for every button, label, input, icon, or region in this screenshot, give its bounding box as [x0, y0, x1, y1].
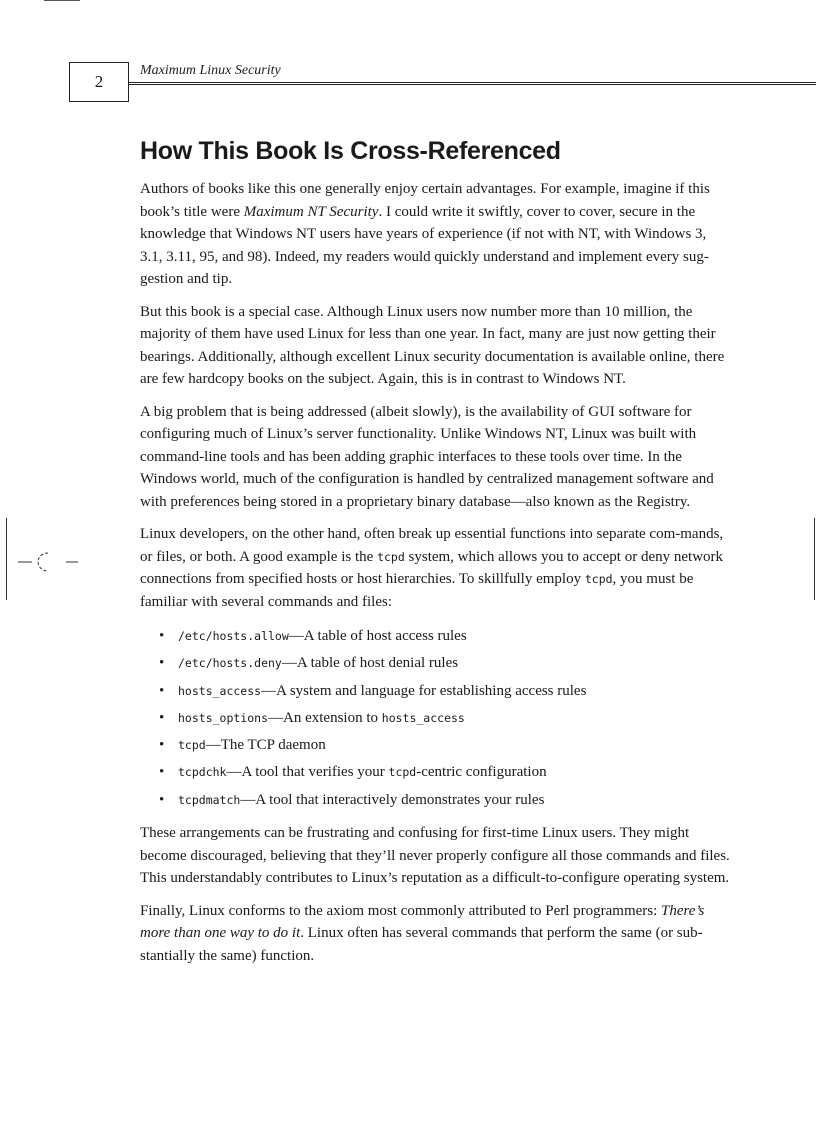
paragraph-4-text-c: , you must be familiar with several commands and files: — [140, 571, 694, 610]
axiom-emphasis: There’s more than one way to do it — [140, 902, 705, 942]
list-item — [140, 787, 732, 814]
book-title-emphasis: Maximum NT Security — [243, 203, 379, 220]
paragraph-3: A big problem that is being addressed (albeit slowly), is the availability of GUI software for configuring much of Linux’s server functionality. Unlike Windows NT, Linux was built with command-line tools and has been adding graphic interfaces to these tools over time. In the Windows world, much of the configuration is handled by centralized management software and with preferences being stored in a proprietary binary database—also known as the Registry. — [140, 403, 714, 510]
bullet-list — [140, 623, 732, 814]
inline-code-tcpd: tcpd — [377, 549, 405, 564]
list-item — [140, 759, 732, 786]
paragraph-2: But this book is a special case. Although Linux users now number more than 10 million, the majority of them have used Linux for less than one year. In fact, many are just now getting their bearings. Additionally, although excellent Linux security documentation is available online, there are few hardcopy books on the subject. Again, this is in contrast to Windows NT. — [140, 303, 725, 387]
list-item-code: tcpdchk — [178, 765, 227, 780]
list-item — [140, 650, 732, 677]
list-item-code: hosts_access — [381, 710, 465, 725]
paragraph-5: These arrangements can be frustrating and confusing for first-time Linux users. They might become discouraged, believing that they’ll never properly configure all those commands and files. This understandably contributes to Linux’s reputation as a difficult-to-configure operating system. — [140, 825, 730, 887]
margin-mark-left — [6, 518, 7, 600]
paragraph-4 — [140, 523, 732, 613]
list-item-code: tcpd — [388, 765, 417, 780]
list-item-code: tcpd — [178, 738, 206, 753]
list-item-code: /etc/hosts.allow — [178, 629, 289, 643]
list-item-text: —A tool that verifies your — [226, 764, 389, 781]
list-item-code: hosts_options — [178, 710, 269, 725]
list-item — [140, 678, 732, 705]
margin-mark-right — [814, 518, 815, 600]
crop-mark-top — [44, 0, 80, 1]
paragraph-1 — [140, 178, 732, 291]
page-number: 2 — [94, 72, 104, 91]
list-item-text: —A tool that interactively demonstrates your rules — [240, 791, 545, 808]
paragraph-6 — [140, 900, 732, 968]
registration-mark-icon — [18, 550, 82, 574]
paragraph-4-text-a: Linux developers, on the other hand, often break up essential functions into separate com-mands, or files, or both. A good example is the — [140, 526, 724, 565]
paragraph-1-text-a: Authors of books like this one generally enjoy certain advantages. For example, imagine if this book’s title were — [140, 181, 710, 220]
list-item-text: —A table of host access rules — [288, 628, 467, 644]
list-item-code: /etc/hosts.deny — [178, 656, 282, 671]
paragraph-6-text-a: Finally, Linux conforms to the axiom most commonly attributed to Perl programmers: — [140, 902, 662, 919]
list-item-code: tcpdmatch — [178, 792, 241, 807]
list-item-text: —A system and language for establishing access rules — [261, 682, 587, 699]
list-item-text: —An extension to — [268, 709, 382, 726]
paragraph-1-text-b: . I could write it swiftly, cover to cover, secure in the knowledge that Windows NT users have years of experience (if not with NT, with Windows 3, 3.1, 3.11, 95, and 98). Indeed, my readers would quickly understand and implement every sug-gestion and tip. — [140, 203, 709, 287]
page-number-box — [69, 62, 129, 102]
list-item — [140, 623, 732, 650]
page-content — [140, 134, 732, 977]
inline-code-tcpd: tcpd — [584, 572, 613, 586]
list-item-text: —The TCP daemon — [205, 737, 326, 754]
list-item-text: -centric configuration — [416, 764, 547, 781]
list-item-code: hosts_access — [178, 683, 262, 698]
section-title: How This Book Is Cross-Referenced — [140, 137, 561, 165]
running-head: Maximum Linux Security — [140, 63, 281, 78]
list-item — [140, 705, 732, 732]
paragraph-6-text-b: . Linux often has several commands that perform the same (or sub-stantially the same) function. — [140, 925, 703, 964]
list-item-text: —A table of host denial rules — [281, 655, 459, 672]
header-rule — [129, 82, 816, 85]
paragraph-4-text-b: system, which allows you to accept or deny network connections from specified hosts or host hierarchies. To skillfully employ — [140, 548, 724, 587]
list-item — [140, 732, 732, 759]
